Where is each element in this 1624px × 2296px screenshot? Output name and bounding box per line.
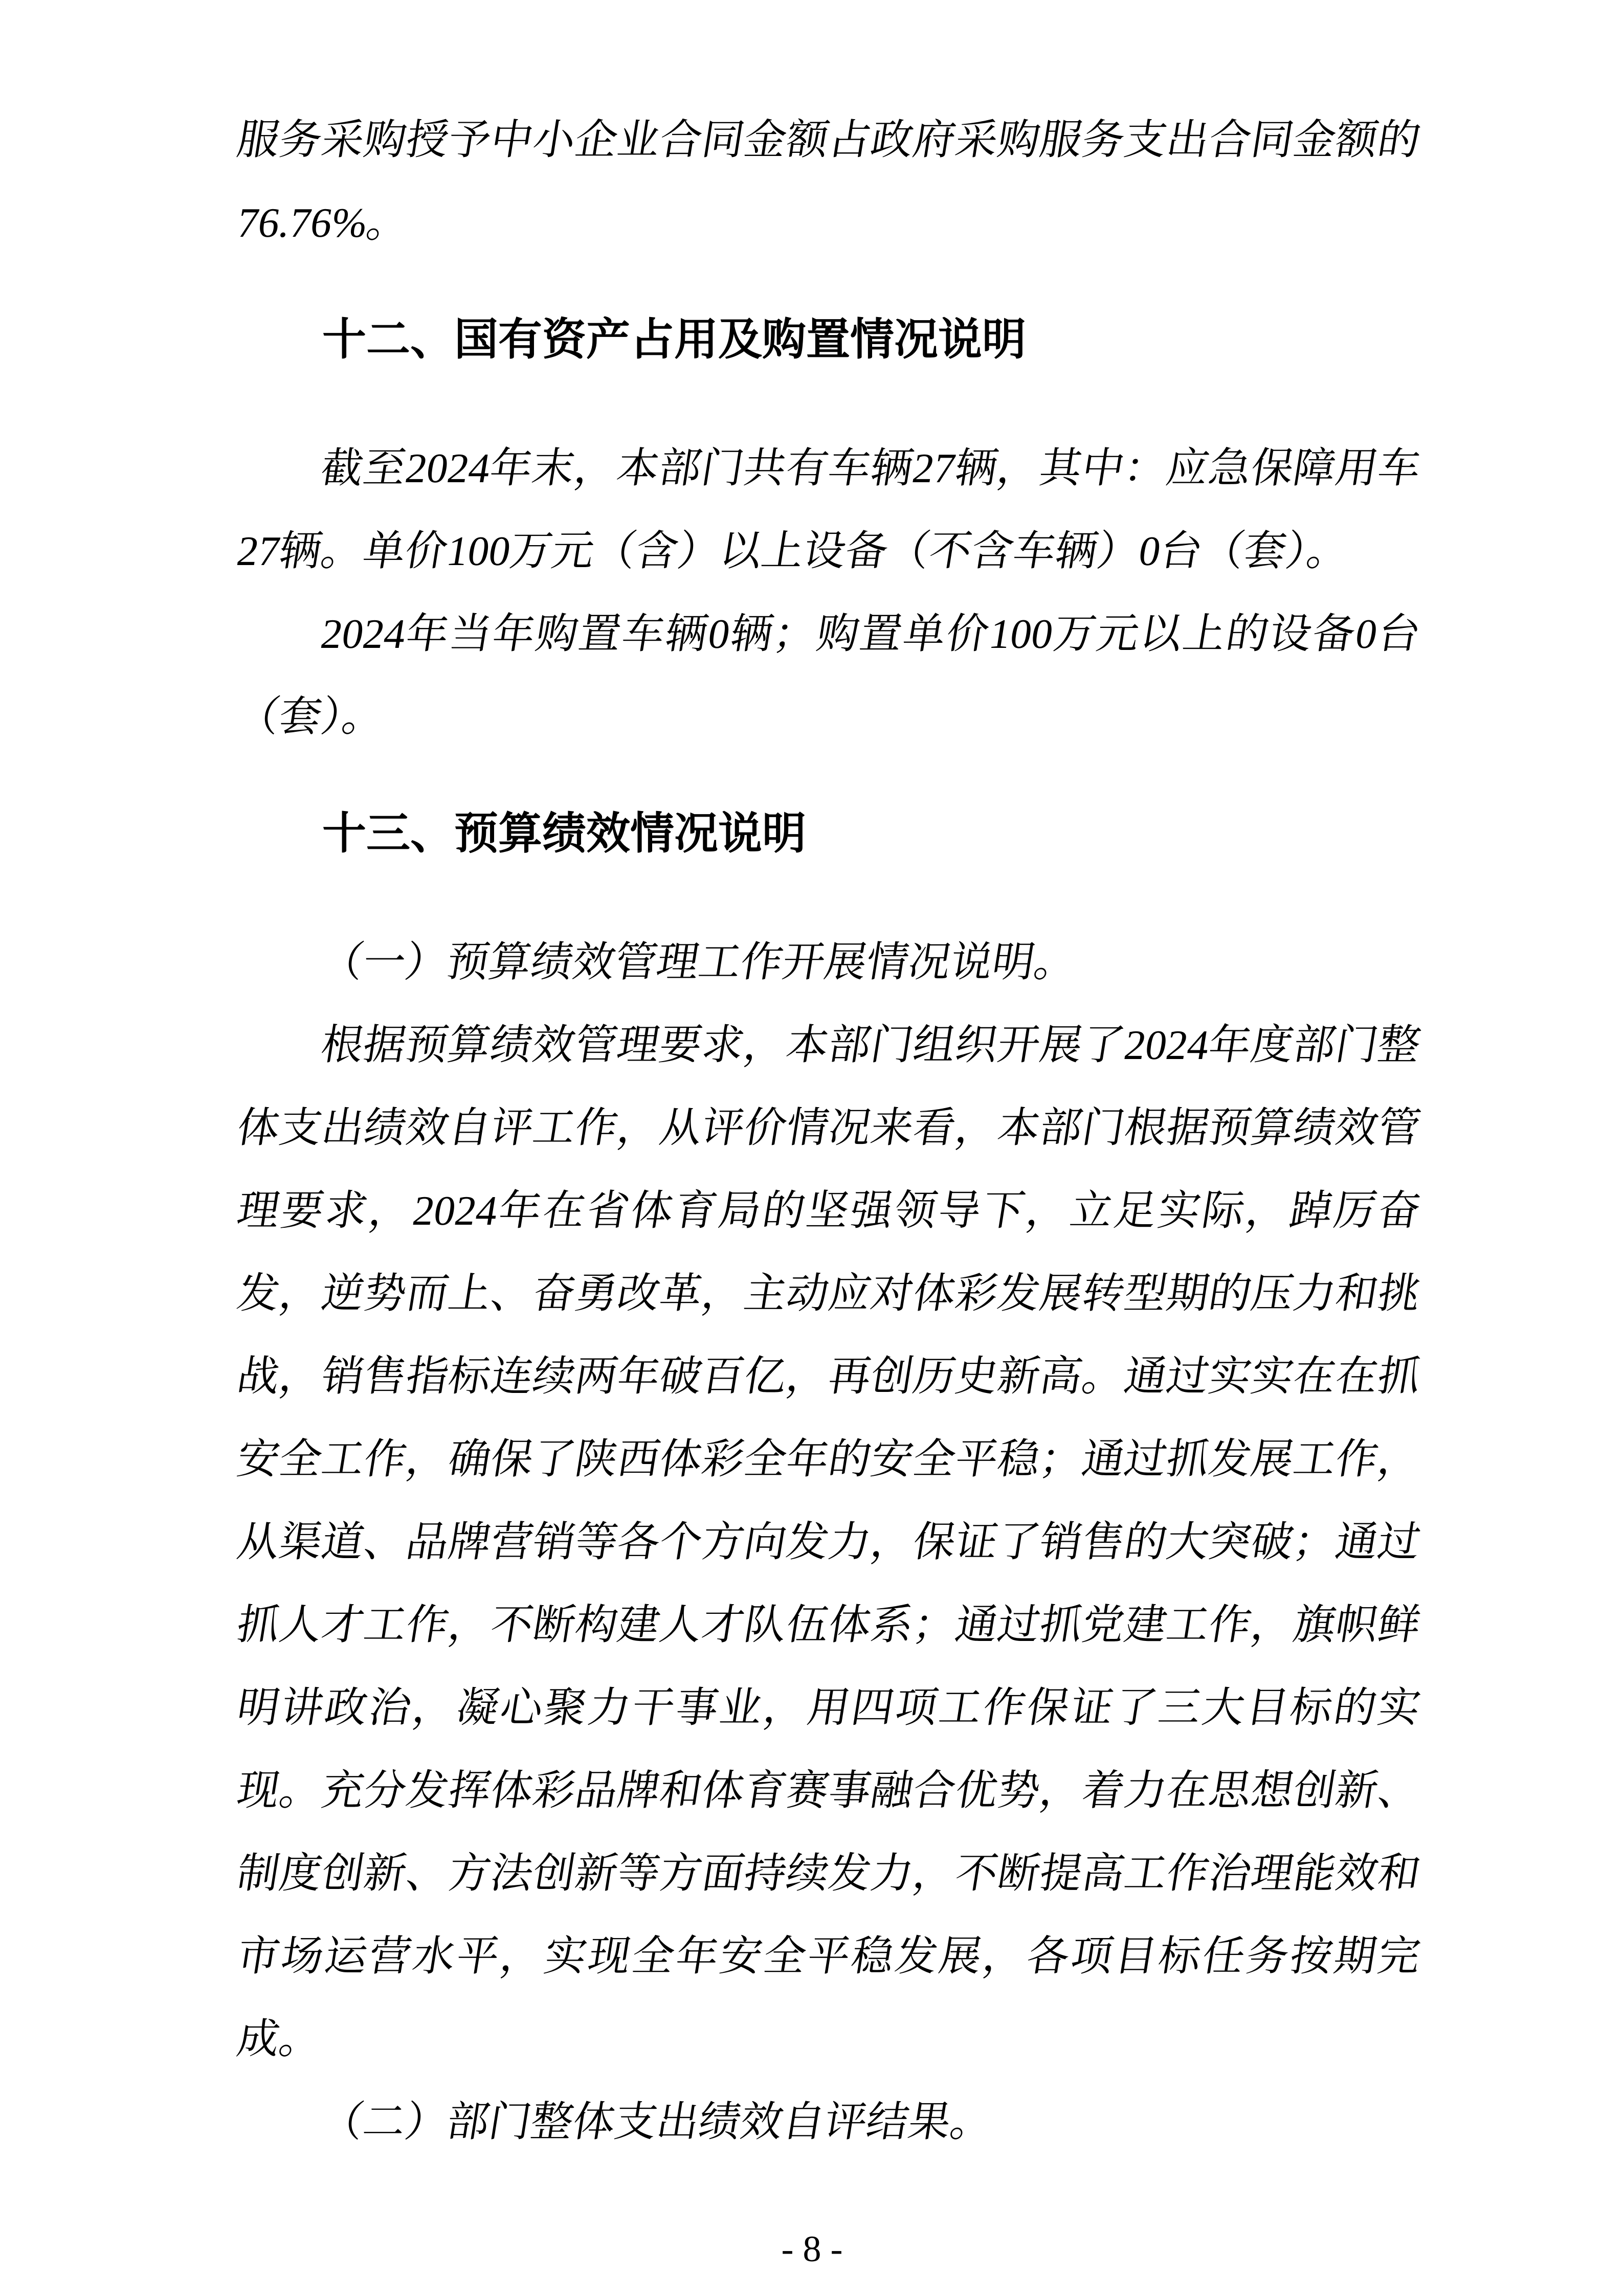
text-line: 体支出绩效自评工作，从评价情况来看，本部门根据预算绩效管: [234, 1105, 1424, 1151]
text-line: 战，销售指标连续两年破百亿，再创历史新高。通过实实在在抓: [234, 1353, 1424, 1400]
text-line: 发，逆势而上、奋勇改革，主动应对体彩发展转型期的压力和挑: [234, 1270, 1424, 1317]
section-heading-13: 十三、预算绩效情况说明: [322, 809, 806, 858]
text-line: 安全工作，确保了陕西体彩全年的安全平稳；通过抓发展工作，: [234, 1436, 1424, 1482]
text-line: 成。: [234, 2016, 325, 2062]
paragraph-purchase: [234, 593, 1424, 758]
paragraph-intro: [234, 99, 1424, 264]
text-line: 27辆。单价100万元（含）以上设备（不含车辆）0台（套）。: [234, 528, 1353, 574]
text-line: 抓人才工作，不断构建人才队伍体系；通过抓党建工作，旗帜鲜: [234, 1602, 1424, 1648]
paragraph-sub1: [234, 921, 1417, 1004]
paragraph-performance: [234, 1004, 1424, 2081]
text-line: 76.76%。: [234, 199, 413, 246]
section-heading-12: 十二、国有资产占用及购置情况说明: [322, 315, 1026, 364]
text-line: 2024年当年购置车辆0辆；购置单价100万元以上的设备0台: [318, 611, 1424, 657]
text-line: 市场运营水平，实现全年安全平稳发展，各项目标任务按期完: [234, 1933, 1424, 1979]
text-line: （一）预算绩效管理工作开展情况说明。: [318, 939, 1080, 985]
text-line: （套）。: [234, 693, 388, 740]
paragraph-sub2: [234, 2081, 1417, 2164]
text-line: 从渠道、品牌营销等各个方向发力，保证了销售的大突破；通过: [234, 1519, 1424, 1565]
text-line: 明讲政治，凝心聚力干事业，用四项工作保证了三大目标的实: [234, 1684, 1424, 1731]
page-number: - 8 -: [781, 2229, 843, 2269]
text-line: （二）部门整体支出绩效自评结果。: [318, 2099, 996, 2145]
text-line: 理要求，2024年在省体育局的坚强领导下，立足实际，踔厉奋: [234, 1187, 1424, 1234]
text-line: 根据预算绩效管理要求，本部门组织开展了2024年度部门整: [318, 1022, 1424, 1068]
paragraph-assets: [234, 427, 1424, 593]
text-line: 服务采购授予中小企业合同金额占政府采购服务支出合同金额的: [234, 117, 1424, 163]
text-line: 制度创新、方法创新等方面持续发力，不断提高工作治理能效和: [234, 1850, 1424, 1897]
document-body: [234, 99, 1424, 2164]
text-line: 现。充分发挥体彩品牌和体育赛事融合优势，着力在思想创新、: [234, 1767, 1424, 1814]
text-line: 截至2024年末，本部门共有车辆27辆，其中：应急保障用车: [318, 445, 1424, 491]
